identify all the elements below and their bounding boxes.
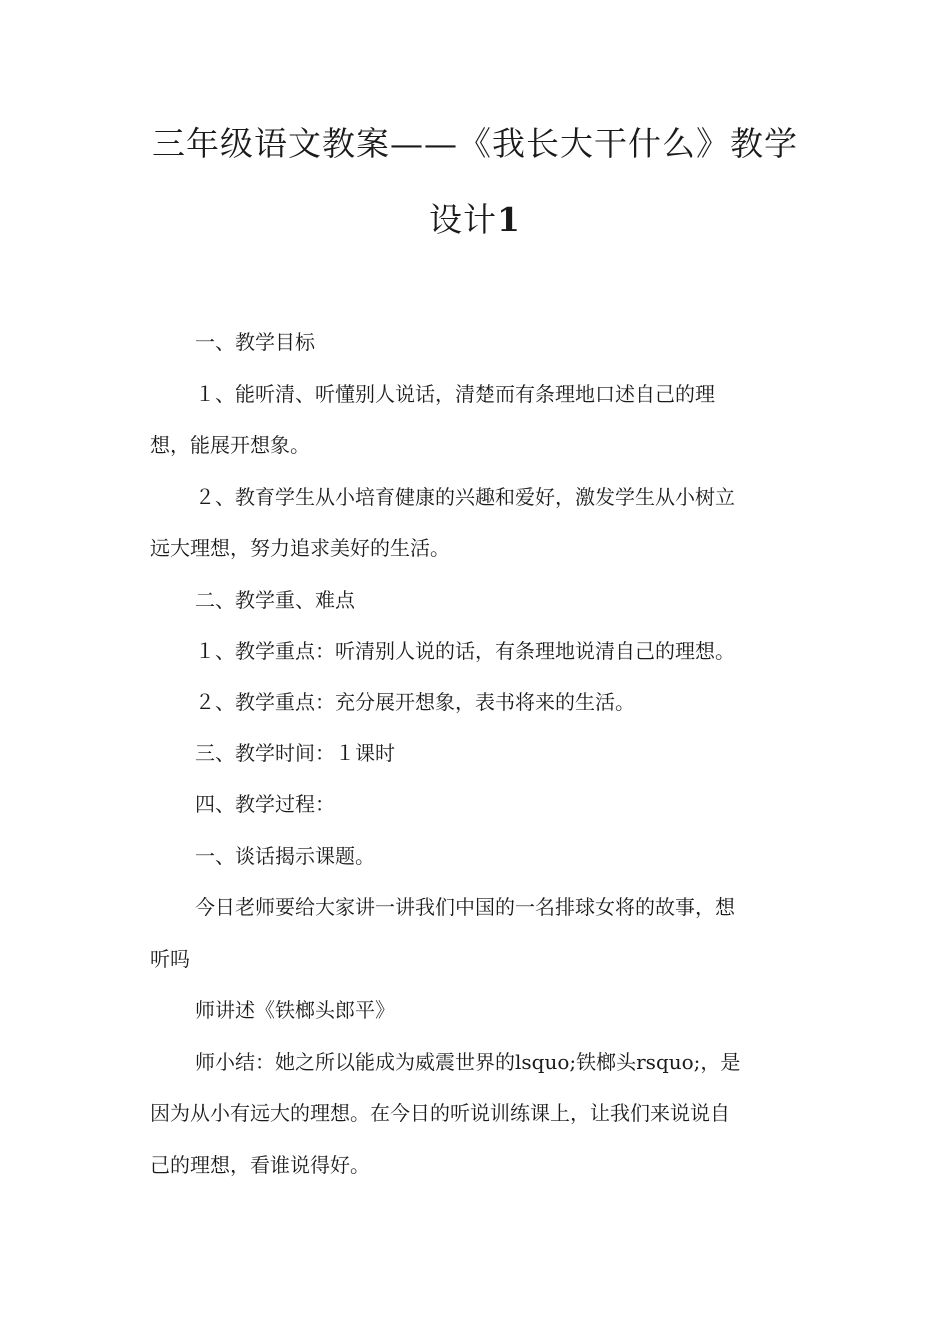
paragraph-line: １、能听清、听懂别人说话，清楚而有条理地口述自己的理 [195, 382, 715, 406]
section-heading-key-points: 二、教学重、难点 [195, 588, 355, 612]
title-text: 设计 [429, 200, 498, 239]
paragraph-line: 己的理想，看谁说得好。 [150, 1153, 370, 1177]
paragraph-line: 因为从小有远大的理想。在今日的听说训练课上，让我们来说说自 [150, 1101, 730, 1125]
document-title-line-1: 三年级语文教案——《我长大干什么》教学 [152, 124, 798, 163]
title-number: 1 [497, 200, 521, 239]
paragraph-line: 师讲述《铁榔头郎平》 [195, 998, 395, 1022]
paragraph-line: 今日老师要给大家讲一讲我们中国的一名排球女将的故事，想 [195, 895, 735, 919]
section-heading-objectives: 一、教学目标 [195, 330, 315, 354]
paragraph-line: ２、教育学生从小培育健康的兴趣和爱好，激发学生从小树立 [195, 485, 735, 509]
paragraph-line: 听吗 [150, 947, 190, 971]
paragraph-line: １、教学重点：听清别人说的话，有条理地说清自己的理想。 [195, 639, 735, 663]
document-title-line-2 [150, 200, 800, 240]
paragraph-line: 师小结：她之所以能成为威震世界的lsquo;铁榔头rsquo;，是 [195, 1050, 741, 1074]
section-heading-process: 四、教学过程： [195, 792, 335, 816]
paragraph-line: 想，能展开想象。 [150, 433, 310, 457]
paragraph-line: 远大理想，努力追求美好的生活。 [150, 536, 450, 560]
paragraph-line: ２、教学重点：充分展开想象，表书将来的生活。 [195, 690, 635, 714]
section-heading-time: 三、教学时间：１课时 [195, 741, 395, 765]
paragraph-line: 一、谈话揭示课题。 [195, 844, 375, 868]
